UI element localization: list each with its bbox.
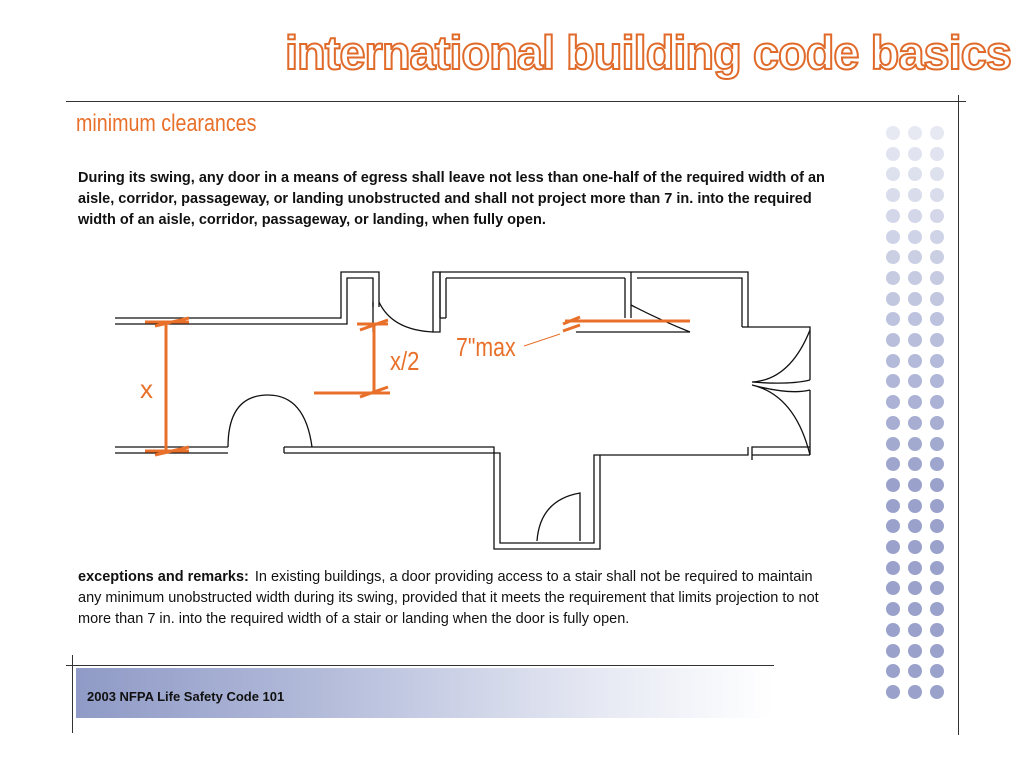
decorative-dot xyxy=(930,644,944,658)
decorative-dot xyxy=(930,478,944,492)
decorative-dot xyxy=(908,416,922,430)
decorative-dot xyxy=(908,230,922,244)
decorative-dot xyxy=(908,499,922,513)
decorative-dot xyxy=(908,540,922,554)
decorative-dot xyxy=(908,147,922,161)
decorative-dot xyxy=(908,271,922,285)
decorative-dot xyxy=(930,499,944,513)
decorative-dot xyxy=(908,437,922,451)
label-x: x xyxy=(140,374,153,404)
decorative-dot xyxy=(886,644,900,658)
decorative-dot xyxy=(886,126,900,140)
decorative-dot xyxy=(886,147,900,161)
decorative-dot xyxy=(930,561,944,575)
decorative-dot xyxy=(908,602,922,616)
decorative-dot xyxy=(930,602,944,616)
decorative-dot xyxy=(886,230,900,244)
decorative-dot xyxy=(908,354,922,368)
decorative-dot xyxy=(930,209,944,223)
decorative-dot xyxy=(886,209,900,223)
decorative-dot xyxy=(930,271,944,285)
decorative-dot xyxy=(908,126,922,140)
decorative-dot xyxy=(930,188,944,202)
decorative-dot xyxy=(930,416,944,430)
decorative-dot xyxy=(908,644,922,658)
label-7in-max: 7"max xyxy=(456,333,516,363)
decorative-dot xyxy=(886,437,900,451)
decorative-dot xyxy=(908,561,922,575)
decorative-dot xyxy=(908,333,922,347)
decorative-dot xyxy=(930,230,944,244)
decorative-dot xyxy=(930,354,944,368)
decorative-dot xyxy=(886,499,900,513)
decorative-dot xyxy=(908,209,922,223)
decorative-dot xyxy=(886,333,900,347)
decorative-dot xyxy=(886,478,900,492)
decorative-dot xyxy=(930,292,944,306)
decorative-dot xyxy=(886,561,900,575)
decorative-dot xyxy=(908,685,922,699)
decorative-dot xyxy=(886,395,900,409)
decorative-dot xyxy=(886,354,900,368)
remarks-paragraph xyxy=(78,567,838,630)
page-title: international building code basics xyxy=(285,26,1011,79)
decorative-dot xyxy=(930,147,944,161)
decorative-dot xyxy=(930,685,944,699)
decorative-dot xyxy=(886,623,900,637)
decorative-dot xyxy=(930,333,944,347)
decorative-dot xyxy=(886,416,900,430)
decorative-dot xyxy=(886,540,900,554)
decorative-dot xyxy=(886,292,900,306)
decorative-dot xyxy=(886,188,900,202)
decorative-dot xyxy=(908,395,922,409)
decorative-dot xyxy=(908,623,922,637)
section-subtitle: minimum clearances xyxy=(76,110,257,137)
decorative-dot xyxy=(886,602,900,616)
label-half-width: x/2 xyxy=(390,347,420,377)
decorative-dot xyxy=(930,540,944,554)
decorative-dot xyxy=(930,437,944,451)
footer-source: 2003 NFPA Life Safety Code 101 xyxy=(87,689,285,704)
remarks-text: In existing buildings, a door providing access to a stair shall not be required to maintain any minimum unobstructed width during its swing, provided that it meets the requirement that limits projection to not more than 7 in. into the required width of a stair or landing when the door is fully open. xyxy=(78,569,819,627)
decorative-dot xyxy=(930,623,944,637)
decorative-dot xyxy=(908,188,922,202)
remarks-lead: exceptions and remarks: xyxy=(78,569,249,585)
decorative-dot xyxy=(908,292,922,306)
decorative-dot xyxy=(886,685,900,699)
decorative-dot xyxy=(930,395,944,409)
decorative-dot xyxy=(930,126,944,140)
decorative-dot xyxy=(886,271,900,285)
body-paragraph: During its swing, any door in a means of egress shall leave not less than one-half of the required width of an aisle, corridor, passageway, or landing unobstructed and shall not project more than 7 in. into the required width of an aisle, corridor, passageway, or landing, when fully open. xyxy=(78,170,825,228)
decorative-dot xyxy=(908,478,922,492)
